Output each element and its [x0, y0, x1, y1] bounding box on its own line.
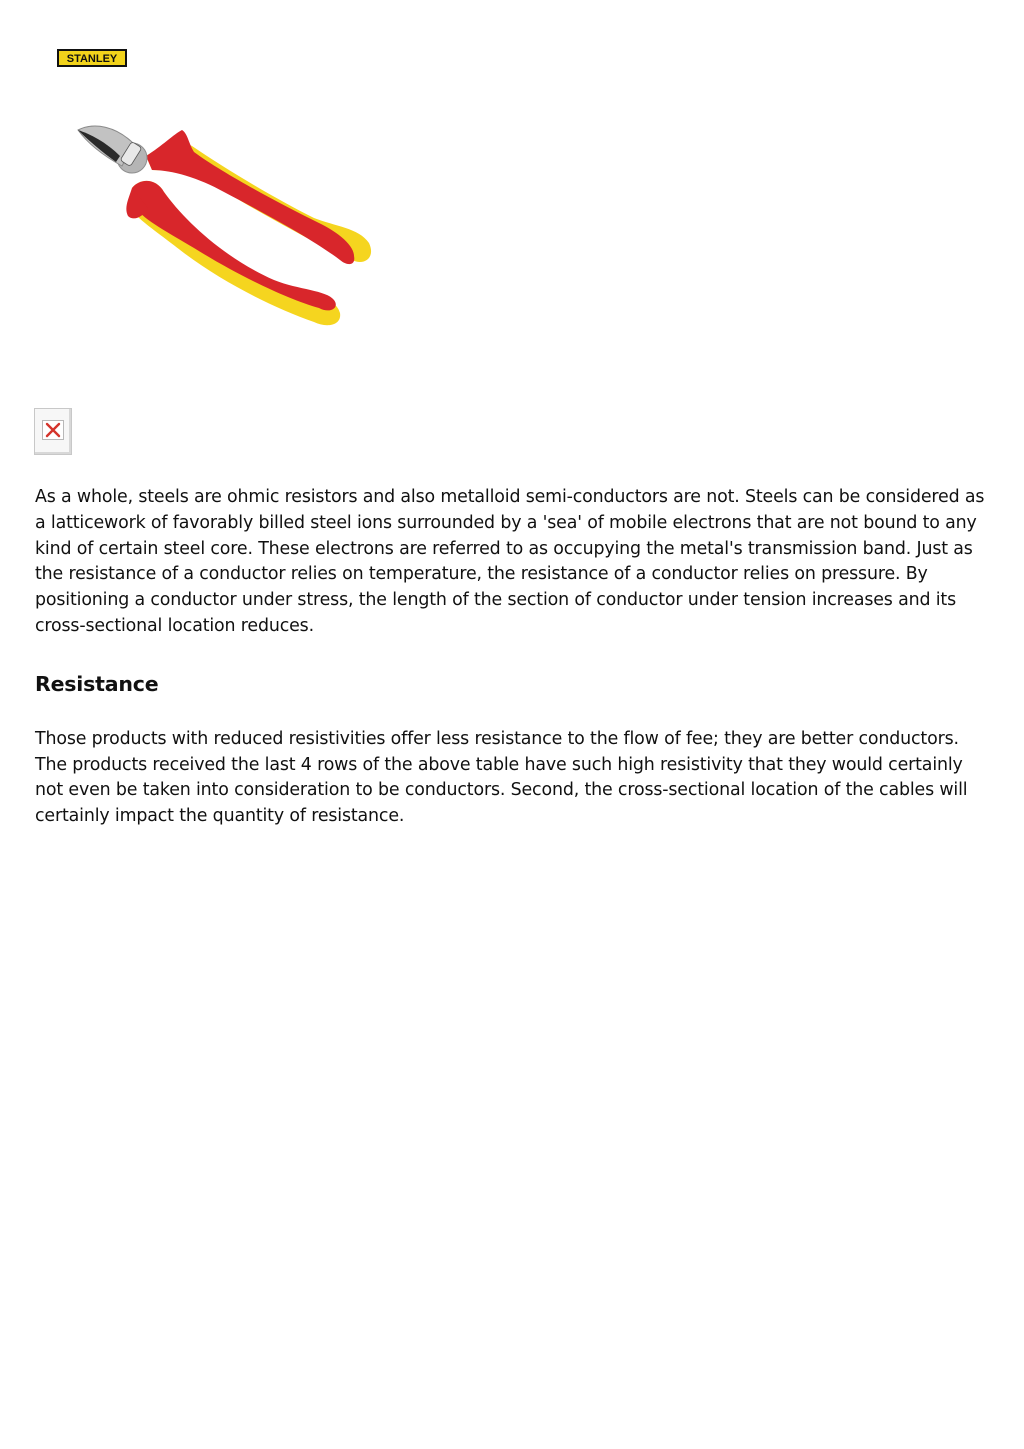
section-heading: Resistance [35, 671, 159, 696]
pliers-image [64, 108, 394, 348]
article-body [35, 485, 985, 830]
article-paragraph-2: Those products with reduced resistivities offer less resistance to the flow of fee; they are better conductors. The products received the last 4 rows of the above table have such high resistivity that they would certainly not even be taken into consideration to be conductors. Second, the cross-sectional location of the cables will certainly impact the quantity of resistance. [35, 728, 968, 827]
broken-image-icon [34, 408, 72, 455]
article-paragraph-1: As a whole, steels are ohmic resistors and also metalloid semi-conductors are not. Steels can be considered as a latticework of favorably billed steel ions surrounded by a 'sea' of mobile electrons that are not bound to any kind of certain steel core. These electrons are referred to as occupying the metal's transmission band. Just as the resistance of a conductor relies on temperature, the resistance of a conductor relies on pressure. By positioning a conductor under stress, the length of the section of conductor under tension increases and its cross-sectional location reduces. [35, 487, 985, 636]
stanley-logo [57, 49, 127, 67]
logo-text: STANLEY [66, 53, 118, 65]
